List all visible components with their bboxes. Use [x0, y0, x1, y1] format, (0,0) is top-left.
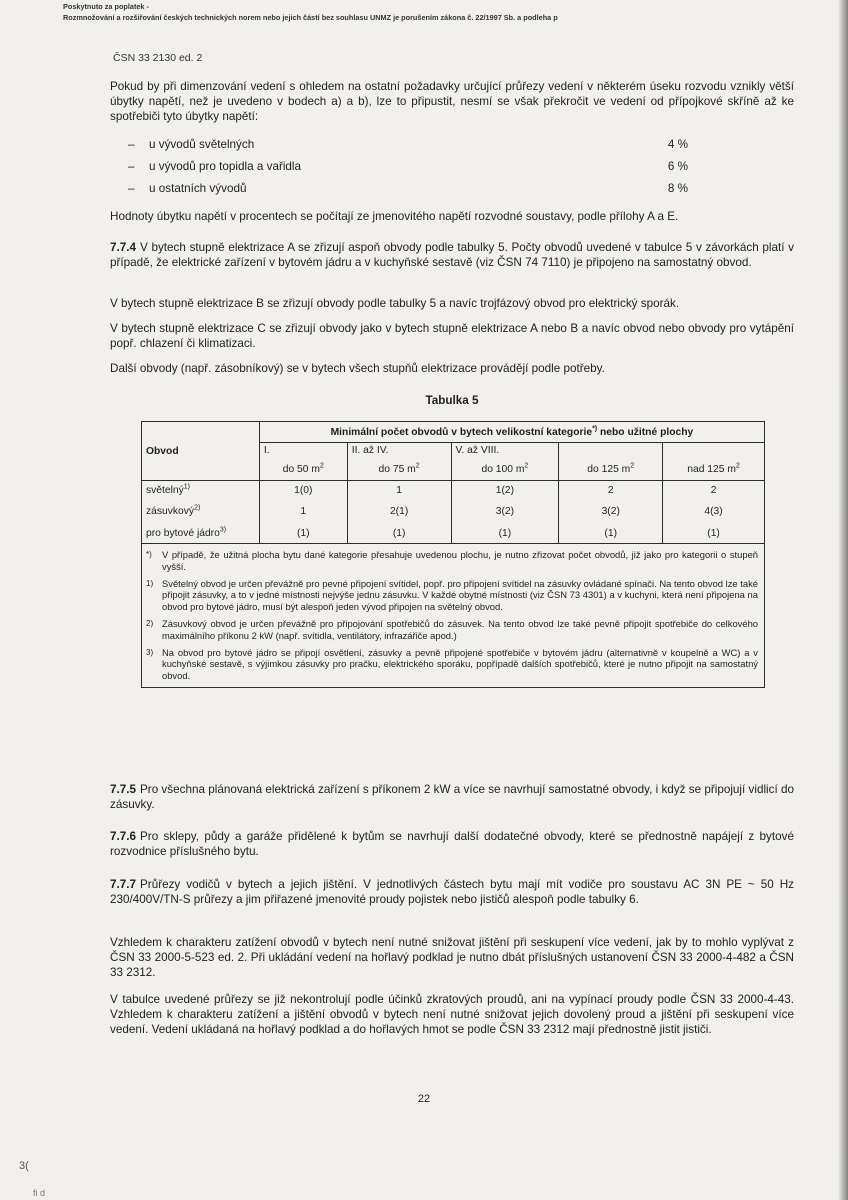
section-text: Pro sklepy, půdy a garáže přidělené k bytům se navrhují další dodatečné obvody, které se přednostně napájejí z bytové rozvodnice příslušného bytu.	[110, 830, 794, 858]
list-dash: –	[128, 138, 135, 151]
table-note	[146, 647, 758, 682]
header-line-2: Rozmnožování a rozšiřování českých technických norem nebo jejich částí bez souhlasu UNMZ je porušením zákona č. 22/1997 Sb. a podleha p	[63, 12, 558, 22]
page-edge-shadow	[838, 0, 848, 1200]
table-cell: 2	[663, 481, 765, 500]
list-dash: –	[128, 182, 135, 195]
paragraph-cross-sections: V tabulce uvedené průřezy se již nekontrolují podle účinků zkratových proudů, ani na vypínací proudy podle ČSN 33 2000-4-43. Vzhledem k charakteru zatížení a jištění obvodů v bytech není nutné snižovat jejich dovolený proud a jištění při seskupení více vedení. Vedení ukládaná na hořlavý podklad a do hořlavých hmot se podle ČSN 33 2312 mají přednostně jistit jističi.	[110, 993, 794, 1036]
section-text: Průřezy vodičů v bytech a jejich jištění. V jednotlivých částech bytu mají mít vodiče pro soustavu AC 3N PE ~ 50 Hz 230/400V/TN-S průřezy a jim přiřazené jmenovité proudy pojistek nebo jističů alespoň podle tabulky 6.	[110, 878, 794, 906]
note-text: Světelný obvod je určen převážně pro pevné připojení svítidel, popř. pro připojení svítidel na zásuvky ovládané spínači. Na tento obvod lze také připojit zásuvky, a to v jedné místnosti nejvýše jednu zásuvku. V každé obytné místnosti (viz ČSN 73 4301) a v kuchyni, která není připojena na obvod pro bytové jádro, musí být alespoň jeden vývod připojen na světelný obvod.	[162, 577, 758, 613]
section-number: 7.7.5	[110, 783, 136, 796]
table-notes-row	[142, 544, 765, 688]
area-unit-exponent: 2	[524, 462, 529, 470]
paragraph-category-c: V bytech stupně elektrizace C se zřizují obvody jako v bytech stupně elektrizace A nebo B a navíc obvod nebo obvody pro vytápění popř. chlazení či klimatizaci.	[110, 322, 794, 350]
area-unit-exponent: 2	[735, 462, 740, 470]
list-item-value: 4 %	[667, 138, 688, 151]
category-area	[559, 458, 663, 481]
header-line-1: Poskytnuto za poplatek -	[63, 2, 149, 11]
category-area	[451, 458, 559, 481]
note-mark: *)	[146, 550, 152, 559]
list-item-text: u vývodů pro topidla a vařidla	[149, 160, 302, 173]
row-label	[142, 499, 260, 523]
list-item-text: u vývodů světelných	[149, 138, 255, 151]
section-number: 7.7.6	[110, 830, 136, 843]
category-area-text: do 100 m	[481, 463, 525, 475]
margin-mark: fi d	[33, 1188, 46, 1198]
category-area-text: do 125 m	[587, 463, 631, 475]
category-label: V. až VIII.	[451, 443, 559, 459]
category-area-text: do 50 m	[282, 463, 320, 475]
table-5-title: Tabulka 5	[425, 394, 479, 407]
table-cell: 2	[559, 481, 663, 500]
list-dash: –	[128, 160, 135, 173]
category-area-text: do 75 m	[378, 463, 416, 475]
category-label: I.	[259, 443, 347, 459]
row-mark: 3)	[219, 526, 227, 534]
table-row	[142, 481, 765, 500]
header-main-tail: nebo užitné plochy	[597, 426, 694, 438]
note-mark: 3)	[146, 647, 154, 657]
row-mark: 1)	[183, 483, 191, 491]
table-note	[146, 618, 758, 642]
section-number: 7.7.7	[110, 878, 136, 891]
table-cell: 3(2)	[559, 499, 663, 523]
category-area	[663, 458, 765, 481]
note-text: V případě, že užitná plocha bytu dané kategorie přesahuje uvedenou plochu, je nutno zřizovat počet obvodů, již jako pro kategorii o stupeň vyšší.	[162, 549, 758, 572]
table-cell: 1	[347, 481, 451, 500]
table-note	[146, 578, 758, 613]
row-name: pro bytové jádro	[146, 527, 220, 539]
category-label	[559, 443, 663, 459]
header-main-mark: *)	[592, 425, 598, 433]
section-7-7-4	[110, 241, 794, 271]
table-header-row	[142, 422, 765, 443]
list-item	[128, 182, 688, 204]
margin-mark: 3(	[19, 1160, 29, 1172]
table-5	[141, 421, 765, 688]
area-unit-exponent: 2	[630, 462, 635, 470]
list-item-value: 6 %	[667, 160, 688, 173]
table-cell: 1(2)	[451, 481, 559, 500]
section-text: V bytech stupně elektrizace A se zřizují aspoň obvody podle tabulky 5. Počty obvodů uvedené v tabulce 5 v závorkách platí v případě, že elektrické zařízení v bytovém jádru a v kuchyňské sestavě (viz ČSN 74 7110) je připojeno na samostatný obvod.	[110, 241, 794, 269]
header-minimum-circuits	[259, 422, 764, 443]
table-row	[142, 523, 765, 544]
table-cell: (1)	[451, 523, 559, 544]
header-main-text: Minimální počet obvodů v bytech velikostní kategorie	[330, 426, 593, 438]
table-cell: (1)	[559, 523, 663, 544]
table-cell: 2(1)	[347, 499, 451, 523]
row-name: světelný	[146, 484, 184, 496]
standard-code: ČSN 33 2130 ed. 2	[113, 52, 203, 64]
intro-paragraph: Pokud by při dimenzování vedení s ohledem na ostatní požadavky určující průřezy vedení v některém úseku rozvodu vznikly větší úbytky napětí, než je uvedeno v bodech a) a b), lze to připustit, nesmí se však překročit ve vedení od přípojkové skříně až ke spotřebiči tyto úbytky napětí:	[110, 80, 794, 123]
category-area-text: nad 125 m	[687, 463, 736, 475]
section-text: Pro všechna plánovaná elektrická zařízení s příkonem 2 kW a více se navrhují samostatné obvody, i když se připojují vidlicí do zásuvky.	[110, 783, 794, 811]
category-area	[259, 458, 347, 481]
voltage-drop-list	[128, 138, 688, 204]
voltage-reference-note: Hodnoty úbytku napětí v procentech se počítají ze jmenovitého napětí rozvodné soustavy, podle přílohy A a E.	[110, 210, 679, 223]
copyright-header	[63, 2, 558, 23]
header-obvod: Obvod	[142, 422, 260, 481]
note-mark: 2)	[146, 618, 154, 628]
section-7-7-5	[110, 783, 794, 813]
note-text: Na obvod pro bytové jádro se připojí osvětlení, zásuvky a pevně připojené spotřebiče v bytovém jádru (alternativně v koupelně a WC) a v kuchyňské sestavě, s výjimkou zásuvky pro pračku, elektrického sporáku, popřípadě dalších spotřebičů, které je nutno připojit na samostatný obvod.	[162, 646, 758, 682]
area-unit-exponent: 2	[319, 462, 324, 470]
table-row	[142, 499, 765, 523]
category-label: II. až IV.	[347, 443, 451, 459]
table-cell: 1(0)	[259, 481, 347, 500]
list-item	[128, 138, 688, 160]
list-item	[128, 160, 688, 182]
area-unit-exponent: 2	[415, 462, 420, 470]
category-area	[347, 458, 451, 481]
row-label	[142, 523, 260, 544]
table-cell: (1)	[663, 523, 765, 544]
paragraph-other-circuits: Další obvody (např. zásobníkový) se v bytech všech stupňů elektrizace provádějí podle potřeby.	[110, 362, 605, 375]
row-name: zásuvkový	[146, 505, 195, 517]
category-label	[663, 443, 765, 459]
table-cell: 3(2)	[451, 499, 559, 523]
list-item-text: u ostatních vývodů	[149, 182, 247, 195]
table-cell: 1	[259, 499, 347, 523]
row-mark: 2)	[194, 504, 201, 512]
table-cell: (1)	[259, 523, 347, 544]
note-mark: 1)	[146, 578, 154, 588]
section-7-7-7	[110, 878, 794, 908]
note-text: Zásuvkový obvod je určen převážně pro připojování spotřebičů do zásuvek. Na tento obvod lze také pevně připojit spotřebiče do celkového maximálního příkonu 2 kW (např. svítidla, ventilátory, infrazářiče apod.)	[162, 617, 758, 641]
paragraph-grouping: Vzhledem k charakteru zatížení obvodů v bytech není nutné snižovat jištění při seskupení více vedení, jak by to mohlo vyplývat z ČSN 33 2000-5-523 ed. 2. Při ukládání vedení na hořlavý podklad je nutno dbát příslušných ustanovení ČSN 33 2000-4-482 a ČSN 33 2312.	[110, 936, 794, 979]
paragraph-category-b: V bytech stupně elektrizace B se zřizují obvody podle tabulky 5 a navíc trojfázový obvod pro elektrický sporák.	[110, 297, 680, 310]
list-item-value: 8 %	[667, 182, 688, 195]
row-label	[142, 481, 260, 500]
table-note	[146, 549, 758, 573]
section-number: 7.7.4	[110, 241, 136, 254]
table-cell: (1)	[347, 523, 451, 544]
table-notes	[142, 544, 765, 688]
table-cell: 4(3)	[663, 499, 765, 523]
section-7-7-6	[110, 830, 794, 860]
page-number: 22	[417, 1093, 431, 1105]
